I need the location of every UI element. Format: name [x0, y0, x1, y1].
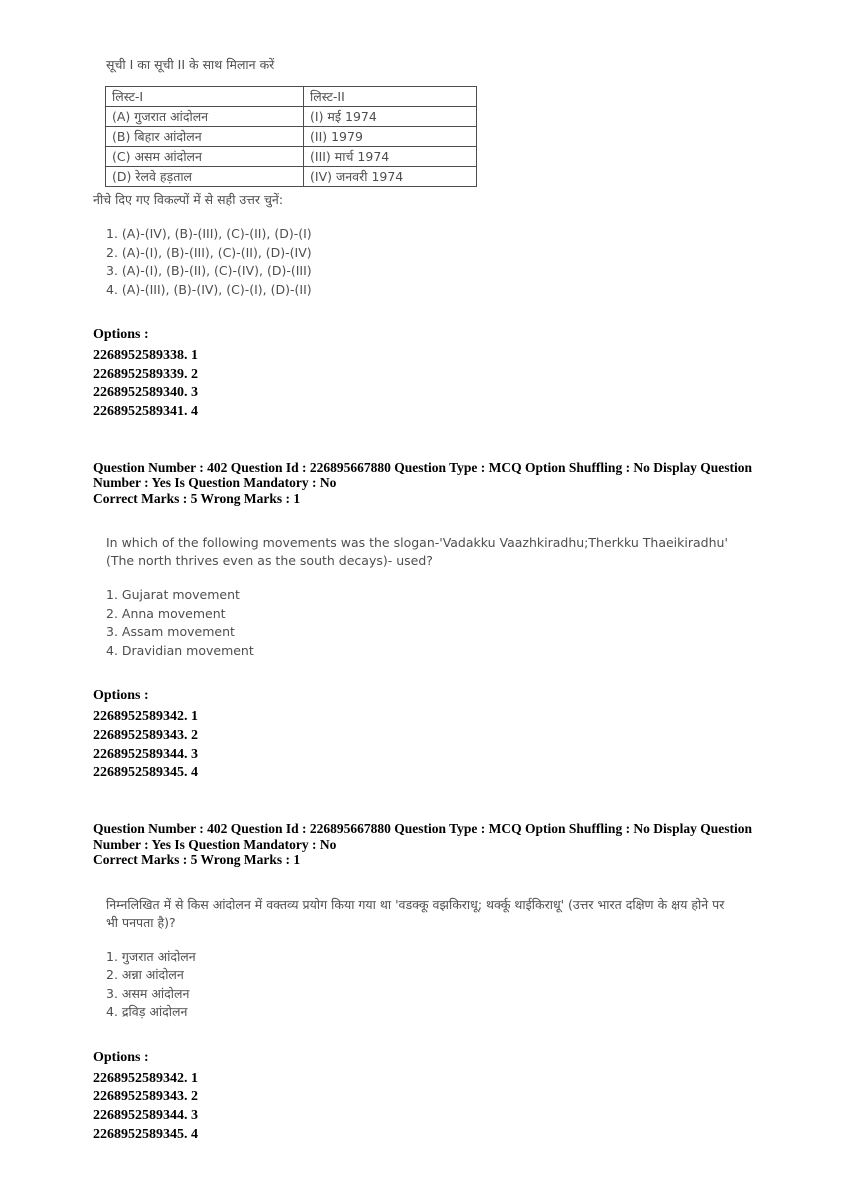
marks-meta: Correct Marks : 5 Wrong Marks : 1 — [93, 852, 301, 868]
choices-list — [106, 948, 762, 1022]
table-row — [106, 167, 477, 187]
option-id-4: 2268952589345. 4 — [93, 1126, 198, 1142]
table-cell-right: (I) मई 1974 — [304, 107, 477, 127]
question-meta: Question Number : 402 Question Id : 226895667880 Question Type : MCQ Option Shuffling : No Display Question Number : Yes Is Question Mandatory : No — [93, 459, 752, 491]
table-cell-left: (C) असम आंदोलन — [106, 147, 304, 167]
question-text: निम्नलिखित में से किस आंदोलन में वक्तव्य प्रयोग किया गया था 'वडक्कू वझकिराधू; थर्क्कू थाईकिराधू' (उत्तर भारत दक्षिण के क्षय होने पर भी पनपता है)? — [106, 896, 725, 930]
question-block-3 — [93, 821, 762, 1144]
table-cell-right: (III) मार्च 1974 — [304, 147, 477, 167]
options-label: Options : — [93, 688, 149, 704]
table-header-list2: लिस्ट-II — [304, 87, 477, 107]
choice-option-3: 3. असम आंदोलन — [106, 985, 190, 1001]
choice-option-3: 3. (A)-(I), (B)-(II), (C)-(IV), (D)-(III) — [106, 263, 312, 278]
option-id-2: 2268952589343. 2 — [93, 1089, 198, 1105]
choice-option-2: 2. अन्ना आंदोलन — [106, 967, 184, 983]
option-id-1: 2268952589342. 1 — [93, 1070, 198, 1086]
option-id-1: 2268952589338. 1 — [93, 348, 198, 363]
match-table — [105, 86, 477, 187]
option-id-4: 2268952589341. 4 — [93, 404, 198, 420]
option-id-2: 2268952589339. 2 — [93, 366, 198, 382]
option-id-2: 2268952589343. 2 — [93, 728, 198, 744]
choice-option-2: 2. (A)-(I), (B)-(III), (C)-(II), (D)-(IV) — [106, 244, 312, 260]
option-id-3: 2268952589344. 3 — [93, 746, 198, 762]
marks-meta: Correct Marks : 5 Wrong Marks : 1 — [93, 490, 301, 506]
table-row — [106, 107, 477, 127]
question-text: In which of the following movements was the slogan-'Vadakku Vaazhkiradhu;Therkku Thaeikiradhu' (The north thrives even as the south decays)- used? — [106, 535, 728, 569]
options-label: Options : — [93, 327, 149, 342]
choice-option-1: 1. (A)-(IV), (B)-(III), (C)-(II), (D)-(I) — [106, 226, 312, 241]
option-id-list — [93, 347, 762, 422]
option-id-1: 2268952589342. 1 — [93, 709, 198, 725]
table-header-row — [106, 87, 477, 107]
question-intro: सूची I का सूची II के साथ मिलान करें — [106, 57, 275, 72]
question-meta-block — [93, 821, 761, 868]
table-cell-right: (IV) जनवरी 1974 — [304, 167, 477, 187]
table-cell-right: (II) 1979 — [304, 127, 477, 147]
question-block-2 — [93, 460, 762, 783]
options-label: Options : — [93, 1049, 149, 1065]
question-meta: Question Number : 402 Question Id : 226895667880 Question Type : MCQ Option Shuffling : No Display Question Number : Yes Is Question Mandatory : No — [93, 821, 752, 852]
option-id-4: 2268952589345. 4 — [93, 765, 198, 781]
choice-option-4: 4. द्रविड़ आंदोलन — [106, 1004, 188, 1020]
choice-option-4: 4. Dravidian movement — [106, 642, 254, 658]
choose-answer-text: नीचे दिए गए विकल्पों में से सही उत्तर चुनें: — [93, 192, 284, 207]
choice-option-3: 3. Assam movement — [106, 624, 235, 640]
table-cell-left: (D) रेलवे हड़ताल — [106, 167, 304, 187]
question-meta-block — [93, 460, 761, 507]
table-cell-left: (B) बिहार आंदोलन — [106, 127, 304, 147]
choice-option-1: 1. गुजरात आंदोलन — [106, 948, 196, 964]
option-id-list — [93, 708, 762, 783]
option-id-3: 2268952589344. 3 — [93, 1108, 198, 1124]
option-id-list — [93, 1070, 762, 1145]
choice-option-4: 4. (A)-(III), (B)-(IV), (C)-(I), (D)-(II) — [106, 281, 312, 297]
table-header-list1: लिस्ट-I — [106, 87, 304, 107]
choice-option-2: 2. Anna movement — [106, 605, 226, 621]
table-row — [106, 147, 477, 167]
option-id-3: 2268952589340. 3 — [93, 385, 198, 401]
choice-option-1: 1. Gujarat movement — [106, 587, 240, 603]
table-row — [106, 127, 477, 147]
choices-list — [106, 586, 762, 660]
question-block-1 — [93, 56, 762, 422]
choices-list — [106, 225, 762, 299]
table-cell-left: (A) गुजरात आंदोलन — [106, 107, 304, 127]
